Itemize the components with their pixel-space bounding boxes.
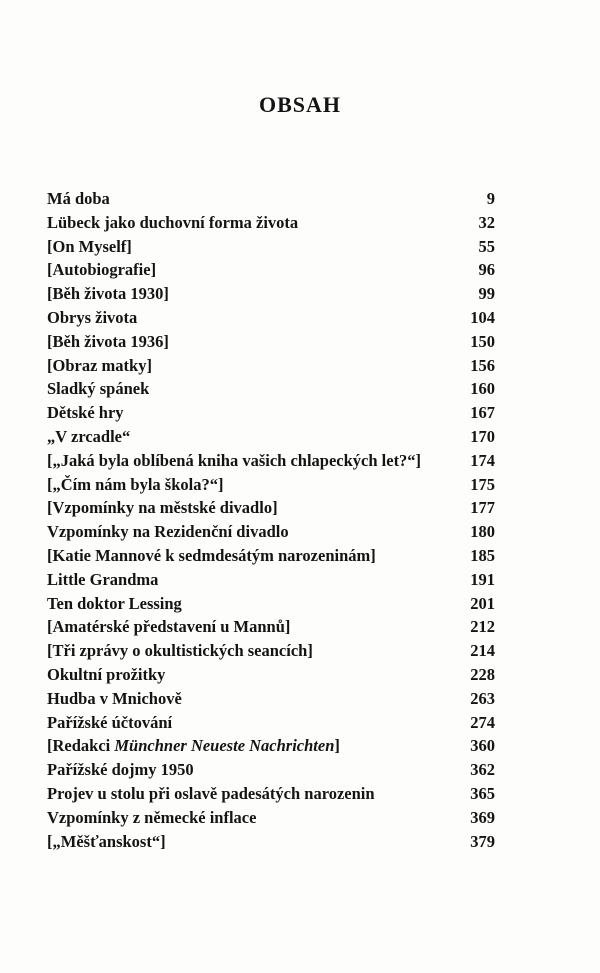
toc-entry-title: [Autobiografie] <box>47 260 157 280</box>
toc-entry-title: [Amatérské představení u Mannů] <box>47 617 291 637</box>
toc-entry-page: 160 <box>470 379 495 399</box>
toc-entry-page: 263 <box>470 688 495 708</box>
toc-entry-page: 55 <box>478 236 495 256</box>
toc-entry-title: Vzpomínky na Rezidenční divadlo <box>47 522 289 542</box>
toc-entry-page: 96 <box>478 260 495 280</box>
table-of-contents <box>47 187 495 853</box>
toc-entry-title-italic: Münchner Neueste Nachrichten <box>114 736 335 756</box>
toc-entry <box>47 592 495 616</box>
toc-entry-title: Hudba v Mnichově <box>47 688 182 708</box>
toc-entry-title: [Obraz matky] <box>47 355 152 375</box>
toc-entry-page: 174 <box>470 450 495 470</box>
toc-entry-page: 212 <box>470 617 495 637</box>
toc-entry-title: Lübeck jako duchovní forma života <box>47 212 299 232</box>
toc-entry-title: [Běh života 1930] <box>47 284 169 304</box>
toc-entry-page: 379 <box>470 831 495 851</box>
toc-entry-title: Ten doktor Lessing <box>47 593 182 613</box>
toc-entry-title: [„Jaká byla oblíbená kniha vašich chlapeckých let?“] <box>47 450 422 470</box>
toc-entry <box>47 758 495 782</box>
toc-entry-page: 201 <box>470 593 495 613</box>
toc-entry <box>47 282 495 306</box>
toc-entry-page: 228 <box>470 664 495 684</box>
toc-entry-page: 177 <box>470 498 495 518</box>
toc-entry <box>47 354 495 378</box>
toc-entry <box>47 734 495 758</box>
toc-entry <box>47 258 495 282</box>
toc-entry-title: [Běh života 1936] <box>47 331 169 351</box>
toc-entry-page: 9 <box>486 189 495 208</box>
toc-entry-title: [„Měšťanskost“] <box>47 831 166 851</box>
toc-entry <box>47 496 495 520</box>
toc-entry <box>47 687 495 711</box>
toc-entry <box>47 306 495 330</box>
toc-entry-title: Obrys života <box>47 307 138 327</box>
toc-entry <box>47 425 495 449</box>
toc-entry-page: 191 <box>470 569 495 589</box>
toc-entry <box>47 520 495 544</box>
toc-entry <box>47 235 495 259</box>
toc-entry-title: Vzpomínky z německé inflace <box>47 807 257 827</box>
toc-entry <box>47 639 495 663</box>
page-title: OBSAH <box>258 92 342 117</box>
toc-entry <box>47 211 495 235</box>
toc-entry-page: 156 <box>470 355 495 375</box>
toc-entry-page: 185 <box>470 545 495 565</box>
toc-entry-title: Sladký spánek <box>47 379 150 399</box>
toc-entry-page: 214 <box>470 641 495 661</box>
toc-entry <box>47 615 495 639</box>
toc-entry <box>47 806 495 830</box>
toc-entry-title: Dětské hry <box>47 403 124 423</box>
toc-entry-title-prefix: [Redakci <box>47 736 115 756</box>
toc-entry-title: Projev u stolu při oslavě padesátých narozenin <box>47 783 375 803</box>
toc-entry-page: 180 <box>470 522 495 542</box>
toc-entry-title: [Vzpomínky na městské divadlo] <box>47 498 278 518</box>
toc-entry-title: Má doba <box>47 189 110 208</box>
toc-entry-title: Okultní prožitky <box>47 664 166 684</box>
toc-entry-page: 99 <box>478 284 495 304</box>
toc-entry <box>47 544 495 568</box>
toc-entry-page: 274 <box>470 712 495 732</box>
toc-entry-title: [Katie Mannové k sedmdesátým narozeninám] <box>47 545 376 565</box>
toc-entry-page: 170 <box>470 426 495 446</box>
toc-entry-page: 369 <box>470 807 495 827</box>
toc-entry-title: „V zrcadle“ <box>47 426 131 446</box>
toc-entry <box>47 401 495 425</box>
toc-entry-title: Pařížské dojmy 1950 <box>47 760 194 780</box>
toc-entry-title: [„Čím nám byla škola?“] <box>47 474 224 494</box>
toc-entry-title: [Tři zprávy o okultistických seancích] <box>47 641 313 661</box>
toc-entry-page: 360 <box>470 736 495 756</box>
toc-entry <box>47 782 495 806</box>
toc-entry-page: 167 <box>470 403 495 423</box>
toc-entry <box>47 330 495 354</box>
toc-entry-page: 104 <box>470 307 495 327</box>
toc-entry <box>47 568 495 592</box>
toc-entry-title: Little Grandma <box>47 569 159 589</box>
toc-entry <box>47 377 495 401</box>
toc-entry-title: Pařížské účtování <box>47 712 173 732</box>
toc-entry-title <box>47 734 340 758</box>
toc-entry <box>47 473 495 497</box>
toc-entry <box>47 711 495 735</box>
toc-entry-page: 32 <box>478 212 495 232</box>
toc-entry-page: 365 <box>470 783 495 803</box>
toc-entry-title-suffix: ] <box>334 736 340 756</box>
toc-entry-title: [On Myself] <box>47 236 132 256</box>
toc-entry-page: 362 <box>470 760 495 780</box>
toc-entry <box>47 830 495 854</box>
toc-entry <box>47 449 495 473</box>
toc-entry-page: 150 <box>470 331 495 351</box>
toc-entry <box>47 187 495 211</box>
toc-entry-page: 175 <box>470 474 495 494</box>
toc-entry <box>47 663 495 687</box>
